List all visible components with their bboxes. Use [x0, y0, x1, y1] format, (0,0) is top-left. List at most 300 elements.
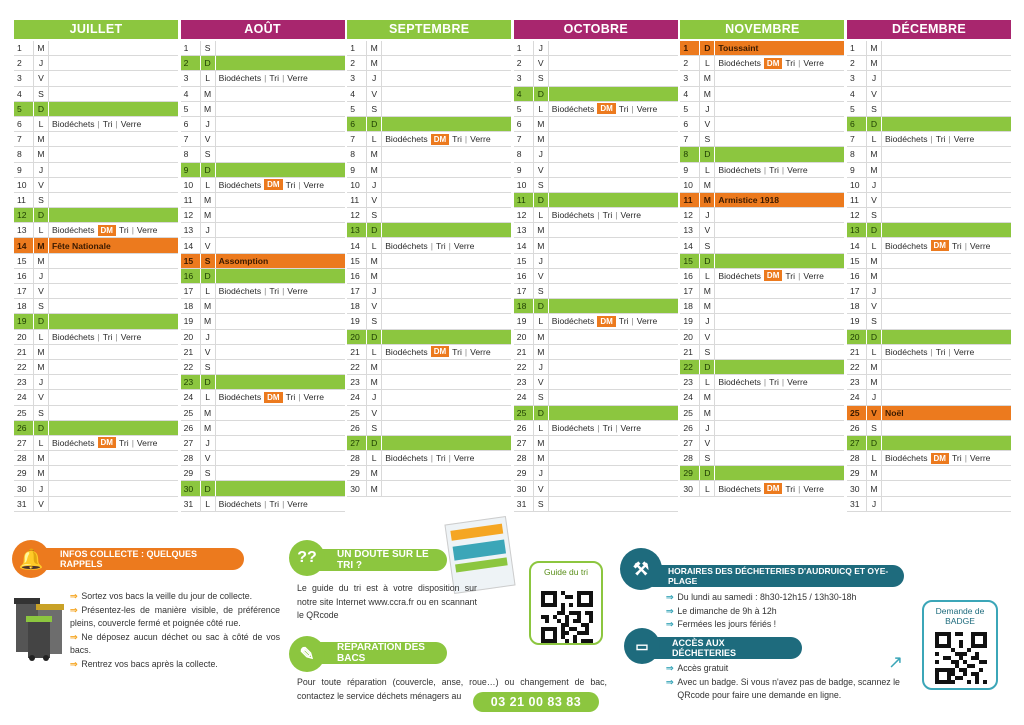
phone-number-button[interactable]: 03 21 00 83 83: [473, 692, 599, 712]
day-number: 20: [847, 330, 867, 344]
day-number: 14: [680, 238, 700, 252]
day-row: [14, 360, 178, 375]
separator: |: [264, 73, 267, 84]
day-row: [847, 406, 1011, 421]
separator: |: [298, 392, 301, 403]
day-event: [882, 390, 1011, 404]
day-number: 4: [847, 87, 867, 101]
day-number: 4: [181, 87, 201, 101]
day-event: [715, 436, 844, 450]
bell-icon: 🔔: [12, 540, 50, 578]
day-number: 16: [347, 269, 367, 283]
day-number: 12: [514, 208, 534, 222]
day-event: [715, 178, 844, 192]
day-event: [382, 345, 511, 359]
day-event: [715, 406, 844, 420]
day-row: [847, 269, 1011, 284]
day-event: [549, 208, 678, 222]
day-number: 12: [680, 208, 700, 222]
day-row: [181, 41, 345, 56]
tri-label: Tri: [435, 240, 446, 251]
day-number: 8: [514, 147, 534, 161]
day-number: 11: [847, 193, 867, 207]
day-number: 9: [181, 163, 201, 177]
day-number: 18: [847, 299, 867, 313]
day-row: [680, 375, 844, 390]
day-number: 22: [14, 360, 34, 374]
day-number: 12: [14, 208, 34, 222]
biodechets-label: Biodéchets: [385, 134, 428, 145]
day-row: [181, 375, 345, 390]
separator: |: [964, 453, 967, 464]
weekday-letter: S: [34, 406, 49, 420]
day-row: [347, 238, 511, 253]
day-row: [847, 102, 1011, 117]
separator: |: [464, 346, 468, 357]
weekday-letter: L: [201, 497, 216, 511]
separator: |: [964, 240, 967, 251]
weekday-letter: L: [34, 117, 49, 131]
day-number: 2: [14, 56, 34, 70]
day-row: [680, 390, 844, 405]
day-event: [49, 132, 178, 146]
day-number: 29: [680, 466, 700, 480]
day-event: [549, 71, 678, 85]
day-event: [49, 284, 178, 298]
day-number: 15: [14, 254, 34, 268]
day-number: 5: [514, 102, 534, 116]
day-number: 25: [680, 406, 700, 420]
tri-label: Tri: [951, 453, 962, 464]
day-event: [882, 41, 1011, 55]
day-number: 11: [514, 193, 534, 207]
day-row: [14, 41, 178, 56]
verre-label: Verre: [470, 134, 491, 145]
day-row: [680, 481, 844, 496]
day-event: [49, 421, 178, 435]
verre-label: Verre: [803, 483, 824, 494]
weekday-letter: D: [700, 466, 715, 480]
tri-label: Tri: [935, 134, 946, 145]
day-row: [514, 421, 678, 436]
day-row: [14, 269, 178, 284]
tri-label: Tri: [785, 270, 796, 281]
day-event: [216, 406, 345, 420]
day-row: [181, 284, 345, 299]
day-row: [14, 163, 178, 178]
day-number: 22: [347, 360, 367, 374]
day-number: 31: [14, 497, 34, 511]
weekday-letter: J: [367, 390, 382, 404]
day-event: [549, 87, 678, 101]
day-event: [882, 466, 1011, 480]
day-event: [549, 223, 678, 237]
day-event: [382, 254, 511, 268]
weekday-letter: D: [201, 375, 216, 389]
weekday-letter: S: [367, 102, 382, 116]
day-number: 26: [514, 421, 534, 435]
day-number: 20: [14, 330, 34, 344]
weekday-letter: M: [34, 360, 49, 374]
day-row: [847, 238, 1011, 253]
day-number: 5: [680, 102, 700, 116]
day-number: 18: [181, 299, 201, 313]
day-row: [514, 451, 678, 466]
day-row: [847, 436, 1011, 451]
day-event: [549, 436, 678, 450]
day-number: 1: [347, 41, 367, 55]
day-number: 7: [847, 132, 867, 146]
day-event: [715, 223, 844, 237]
weekday-letter: J: [867, 390, 882, 404]
weekday-letter: M: [700, 299, 715, 313]
day-number: 19: [347, 314, 367, 328]
weekday-letter: L: [34, 223, 49, 237]
biodechets-label: Biodéchets: [885, 346, 928, 357]
month-header: OCTOBRE: [514, 20, 678, 39]
weekday-letter: J: [34, 375, 49, 389]
month-header: DÉCEMBRE: [847, 20, 1011, 39]
day-row: [514, 132, 678, 147]
day-number: 20: [347, 330, 367, 344]
day-number: 8: [14, 147, 34, 161]
day-row: [680, 238, 844, 253]
weekday-letter: S: [34, 193, 49, 207]
day-event: [216, 436, 345, 450]
month-header: SEPTEMBRE: [347, 20, 511, 39]
biodechets-label: Biodéchets: [551, 210, 595, 221]
day-number: 9: [514, 163, 534, 177]
day-event: [216, 314, 345, 328]
day-event: [715, 102, 844, 116]
infos-item: ⇒ Ne déposez aucun déchet ou sac à côté de vos bacs.: [70, 631, 280, 655]
day-number: 7: [14, 132, 34, 146]
day-event: [49, 87, 178, 101]
separator: |: [282, 73, 285, 84]
biodechets-label: Biodéchets: [218, 498, 262, 509]
day-event: [715, 132, 844, 146]
day-number: 22: [514, 360, 534, 374]
day-number: 6: [514, 117, 534, 131]
month-column: [514, 20, 678, 512]
day-number: 20: [514, 330, 534, 344]
day-number: 8: [181, 147, 201, 161]
day-number: 8: [347, 147, 367, 161]
weekday-letter: J: [534, 360, 549, 374]
day-number: 19: [14, 314, 34, 328]
badge-qr-code[interactable]: [935, 632, 987, 684]
biodechets-label: Biodéchets: [551, 422, 595, 433]
day-row: [14, 238, 178, 253]
day-row: [347, 163, 511, 178]
verre-label: Verre: [470, 346, 491, 357]
weekday-letter: L: [867, 451, 882, 465]
day-number: 29: [347, 466, 367, 480]
day-event: [216, 451, 345, 465]
day-number: 23: [847, 375, 867, 389]
separator: |: [131, 225, 134, 236]
day-row: [14, 147, 178, 162]
day-number: 6: [181, 117, 201, 131]
weekday-letter: V: [34, 497, 49, 511]
day-number: 17: [514, 284, 534, 298]
day-event: [382, 466, 511, 480]
weekday-letter: S: [700, 238, 715, 252]
weekday-letter: M: [367, 163, 382, 177]
day-number: 18: [14, 299, 34, 313]
separator: |: [930, 134, 933, 145]
acces-item: ⇒ Accès gratuit: [666, 663, 729, 673]
day-number: 2: [181, 56, 201, 70]
day-row: [14, 451, 178, 466]
separator: |: [115, 331, 118, 342]
guide-qr-box[interactable]: [529, 561, 603, 645]
day-event: [549, 56, 678, 70]
day-number: 13: [514, 223, 534, 237]
day-event: [216, 71, 345, 85]
weekday-letter: V: [367, 87, 382, 101]
day-number: 5: [14, 102, 34, 116]
weekday-letter: V: [534, 481, 549, 495]
weekday-letter: V: [34, 390, 49, 404]
day-event: [715, 390, 844, 404]
day-event: [882, 345, 1011, 359]
day-number: 26: [14, 421, 34, 435]
day-row: [680, 345, 844, 360]
day-row: [181, 421, 345, 436]
weekday-letter: M: [201, 102, 216, 116]
day-event: [49, 436, 178, 450]
day-row: [680, 466, 844, 481]
day-row: [347, 254, 511, 269]
day-row: [347, 330, 511, 345]
day-event: [49, 269, 178, 283]
day-number: 25: [14, 406, 34, 420]
day-number: 20: [680, 330, 700, 344]
day-row: [14, 375, 178, 390]
day-event: [715, 238, 844, 252]
tri-label: Tri: [951, 240, 962, 251]
separator: |: [464, 134, 468, 145]
day-row: [680, 436, 844, 451]
day-row: [181, 193, 345, 208]
weekday-letter: J: [201, 117, 216, 131]
weekday-letter: D: [700, 360, 715, 374]
day-row: [680, 178, 844, 193]
day-event: [715, 330, 844, 344]
day-event: [882, 193, 1011, 207]
acces-title: ACCÈS AUX DÉCHETERIES: [642, 637, 802, 659]
weekday-letter: S: [367, 208, 382, 222]
day-event: [382, 375, 511, 389]
day-number: 30: [347, 481, 367, 495]
weekday-letter: L: [34, 330, 49, 344]
guide-qr-label: Guide du tri: [544, 567, 588, 577]
day-row: [514, 390, 678, 405]
verre-label: Verre: [636, 316, 658, 327]
separator: |: [615, 210, 618, 221]
day-row: [680, 299, 844, 314]
weekday-letter: M: [367, 56, 382, 70]
day-event: [882, 497, 1011, 511]
day-number: 21: [181, 345, 201, 359]
dm-badge: DM: [98, 437, 116, 448]
day-event: [382, 208, 511, 222]
day-event: [216, 208, 345, 222]
horaires-section: [620, 548, 920, 628]
day-row: [347, 208, 511, 223]
separator: |: [631, 103, 634, 114]
weekday-letter: M: [534, 117, 549, 131]
weekday-letter: D: [867, 330, 882, 344]
day-number: 16: [181, 269, 201, 283]
weekday-letter: L: [534, 208, 549, 222]
separator: |: [115, 119, 118, 130]
day-event: [382, 117, 511, 131]
day-number: 4: [680, 87, 700, 101]
weekday-letter: L: [201, 390, 216, 404]
day-number: 30: [514, 481, 534, 495]
day-row: [347, 147, 511, 162]
day-event: [49, 163, 178, 177]
day-number: 7: [680, 132, 700, 146]
day-event: [882, 87, 1011, 101]
day-row: [181, 330, 345, 345]
day-number: 22: [680, 360, 700, 374]
day-row: [847, 451, 1011, 466]
verre-label: Verre: [803, 270, 824, 281]
weekday-letter: M: [867, 163, 882, 177]
day-event: [382, 269, 511, 283]
weekday-letter: S: [867, 314, 882, 328]
day-event: [715, 421, 844, 435]
separator: |: [798, 483, 801, 494]
day-row: [14, 284, 178, 299]
weekday-letter: L: [867, 132, 882, 146]
day-number: 1: [14, 41, 34, 55]
weekday-letter: J: [34, 56, 49, 70]
day-number: 4: [14, 87, 34, 101]
day-row: [680, 223, 844, 238]
weekday-letter: L: [34, 436, 49, 450]
weekday-letter: M: [534, 223, 549, 237]
day-row: [14, 223, 178, 238]
day-event: [382, 284, 511, 298]
day-row: [514, 87, 678, 102]
weekday-letter: S: [367, 314, 382, 328]
day-number: 9: [347, 163, 367, 177]
day-row: [181, 497, 345, 512]
day-row: [847, 390, 1011, 405]
weekday-letter: S: [201, 254, 216, 268]
weekday-letter: S: [34, 299, 49, 313]
day-number: 30: [847, 481, 867, 495]
weekday-letter: J: [367, 284, 382, 298]
day-number: 23: [680, 375, 700, 389]
weekday-letter: D: [367, 330, 382, 344]
day-event: [882, 178, 1011, 192]
separator: |: [597, 422, 600, 433]
weekday-letter: V: [700, 117, 715, 131]
day-row: [847, 147, 1011, 162]
weekday-letter: S: [700, 451, 715, 465]
day-number: 12: [847, 208, 867, 222]
day-number: 24: [181, 390, 201, 404]
badge-qr-box[interactable]: [922, 600, 998, 690]
month-header: JUILLET: [14, 20, 178, 39]
day-row: [514, 208, 678, 223]
dm-badge: DM: [931, 453, 949, 464]
day-row: [847, 208, 1011, 223]
day-row: [14, 56, 178, 71]
weekday-letter: V: [201, 345, 216, 359]
day-row: [514, 481, 678, 496]
day-event: Fête Nationale: [52, 240, 111, 251]
calendar: [14, 20, 1011, 520]
weekday-letter: D: [534, 193, 549, 207]
day-row: [14, 87, 178, 102]
day-row: [680, 163, 844, 178]
weekday-letter: V: [367, 406, 382, 420]
day-event: [216, 178, 345, 192]
verre-label: Verre: [787, 377, 808, 388]
weekday-letter: J: [34, 481, 49, 495]
day-number: 13: [347, 223, 367, 237]
day-row: [181, 208, 345, 223]
weekday-letter: L: [700, 269, 715, 283]
day-number: 23: [347, 375, 367, 389]
day-event: [382, 451, 511, 465]
weekday-letter: L: [534, 102, 549, 116]
day-event: [549, 481, 678, 495]
day-row: [181, 223, 345, 238]
day-row: [514, 163, 678, 178]
verre-label: Verre: [287, 498, 308, 509]
day-number: 21: [514, 345, 534, 359]
weekday-letter: M: [867, 41, 882, 55]
day-number: 28: [680, 451, 700, 465]
day-event: [549, 163, 678, 177]
biodechets-label: Biodéchets: [52, 119, 95, 130]
verre-label: Verre: [620, 422, 642, 433]
day-row: [14, 421, 178, 436]
day-number: 23: [181, 375, 201, 389]
day-number: 10: [14, 178, 34, 192]
day-event: [49, 360, 178, 374]
day-number: 2: [847, 56, 867, 70]
weekday-letter: D: [534, 406, 549, 420]
tri-label: Tri: [118, 437, 129, 448]
day-row: [514, 466, 678, 481]
day-event: [382, 71, 511, 85]
weekday-letter: D: [201, 481, 216, 495]
day-row: [181, 436, 345, 451]
day-row: [847, 223, 1011, 238]
weekday-letter: M: [367, 360, 382, 374]
day-event: [216, 330, 345, 344]
day-row: [680, 314, 844, 329]
infos-item: ⇒ Présentez-les de manière visible, de préférence pleins, couvercle fermé et poignée côté rue.: [70, 604, 280, 628]
day-row: [14, 132, 178, 147]
weekday-letter: S: [201, 360, 216, 374]
day-number: 10: [347, 178, 367, 192]
day-number: 19: [514, 314, 534, 328]
month-header: AOÛT: [181, 20, 345, 39]
day-row: [680, 132, 844, 147]
weekday-letter: J: [367, 178, 382, 192]
day-event: [216, 147, 345, 161]
day-number: 27: [14, 436, 34, 450]
